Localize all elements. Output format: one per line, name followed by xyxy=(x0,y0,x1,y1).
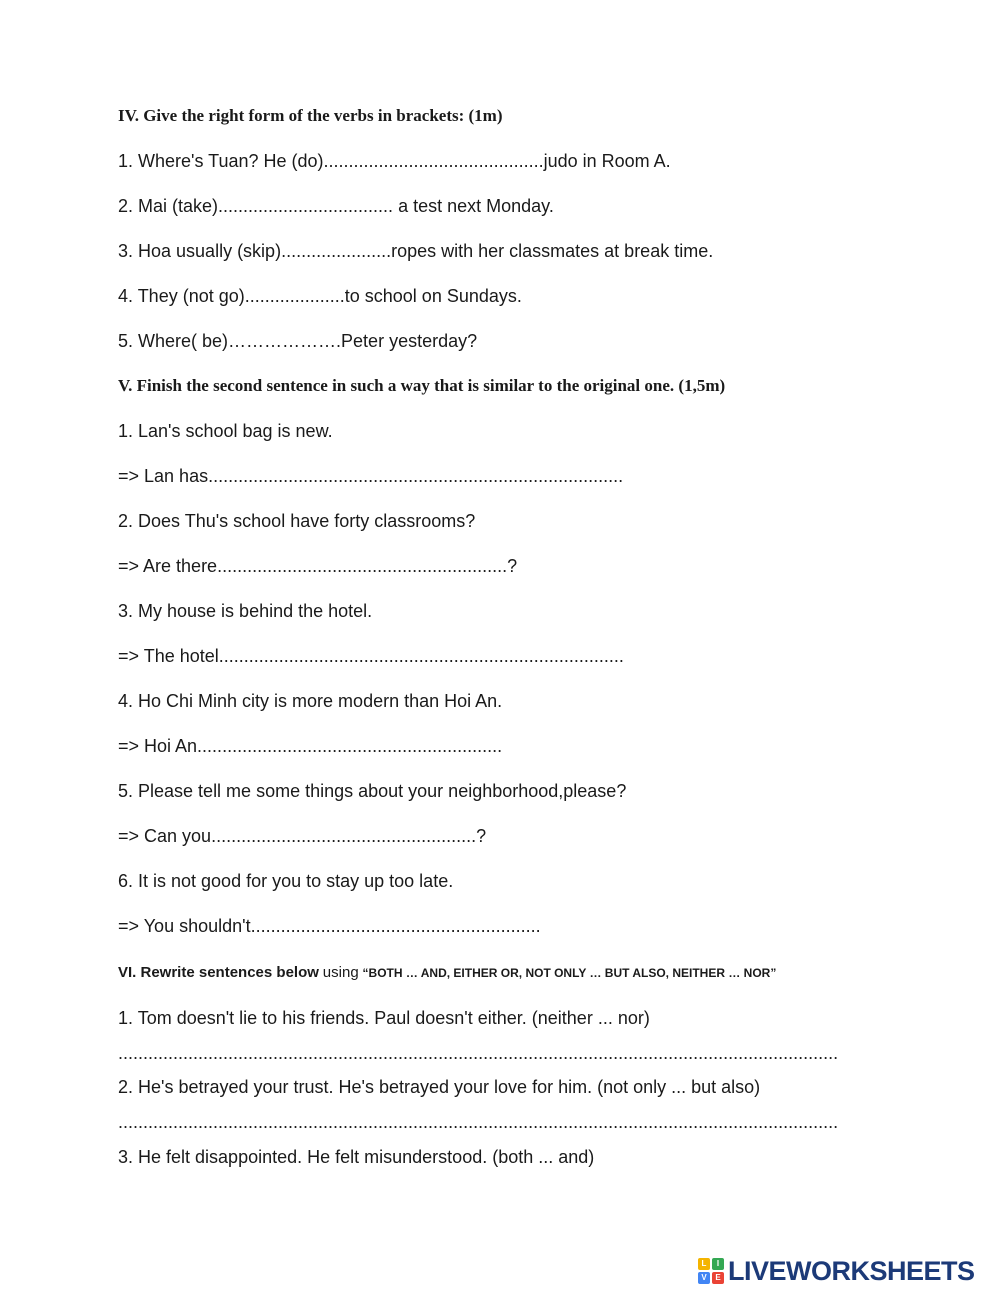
section-4-item-3: 3. Hoa usually (skip)......................ropes with her classmates at break time. xyxy=(118,241,714,261)
logo-mark-icon xyxy=(698,1258,724,1284)
section-6-heading-using: using xyxy=(322,964,359,981)
section-6-heading-main: VI. Rewrite sentences below xyxy=(118,964,319,981)
section-5-item-2: 2. Does Thu's school have forty classrooms? xyxy=(118,511,476,531)
section-6-item-3: 3. He felt disappointed. He felt misunderstood. (both ... and) xyxy=(118,1147,595,1167)
section-6-heading xyxy=(118,961,776,984)
logo-mark-letter: L xyxy=(698,1258,710,1270)
section-4-item-1: 1. Where's Tuan? He (do)............................................judo in Room A. xyxy=(118,151,671,171)
section-6-item-2: 2. He's betrayed your trust. He's betrayed your love for him. (not only ... but also) xyxy=(118,1077,761,1097)
section-6-answer-line-1: ................................................................................................................................................ xyxy=(118,1043,839,1063)
section-5-item-1: 1. Lan's school bag is new. xyxy=(118,421,333,441)
section-4-item-5: 5. Where( be)……………….Peter yesterday? xyxy=(118,331,478,351)
section-6-answer-line-2: ................................................................................................................................................ xyxy=(118,1112,839,1132)
section-5-answer-3: => The hotel................................................................................. xyxy=(118,646,624,666)
liveworksheets-logo xyxy=(698,1256,975,1286)
section-5-answer-6: => You shouldn't.......................................................... xyxy=(118,916,541,936)
section-5-answer-1: => Lan has................................................................................... xyxy=(118,466,624,486)
section-5-item-6: 6. It is not good for you to stay up too late. xyxy=(118,871,454,891)
section-5-item-3: 3. My house is behind the hotel. xyxy=(118,601,373,621)
logo-mark-letter: I xyxy=(712,1258,724,1270)
section-5-answer-4: => Hoi An............................................................. xyxy=(118,736,503,756)
section-6-item-1: 1. Tom doesn't lie to his friends. Paul doesn't either. (neither ... nor) xyxy=(118,1008,650,1028)
section-4-item-4: 4. They (not go)....................to school on Sundays. xyxy=(118,286,522,306)
logo-mark-letter: V xyxy=(698,1272,710,1284)
section-5-answer-5: => Can you.....................................................? xyxy=(118,826,487,846)
section-5-answer-2: => Are there..........................................................? xyxy=(118,556,518,576)
logo-mark-letter: E xyxy=(712,1272,724,1284)
section-5-heading: V. Finish the second sentence in such a way that is similar to the original one. (1,5m) xyxy=(118,376,726,395)
section-4-heading: IV. Give the right form of the verbs in brackets: (1m) xyxy=(118,106,503,125)
section-6-heading-caps: “BOTH … AND, EITHER OR, NOT ONLY … BUT ALSO, NEITHER … NOR” xyxy=(362,966,777,980)
logo-text: LIVEWORKSHEETS xyxy=(728,1255,975,1286)
section-4-item-2: 2. Mai (take)................................... a test next Monday. xyxy=(118,196,554,216)
section-5-item-4: 4. Ho Chi Minh city is more modern than Hoi An. xyxy=(118,691,503,711)
section-5-item-5: 5. Please tell me some things about your neighborhood,please? xyxy=(118,781,627,801)
